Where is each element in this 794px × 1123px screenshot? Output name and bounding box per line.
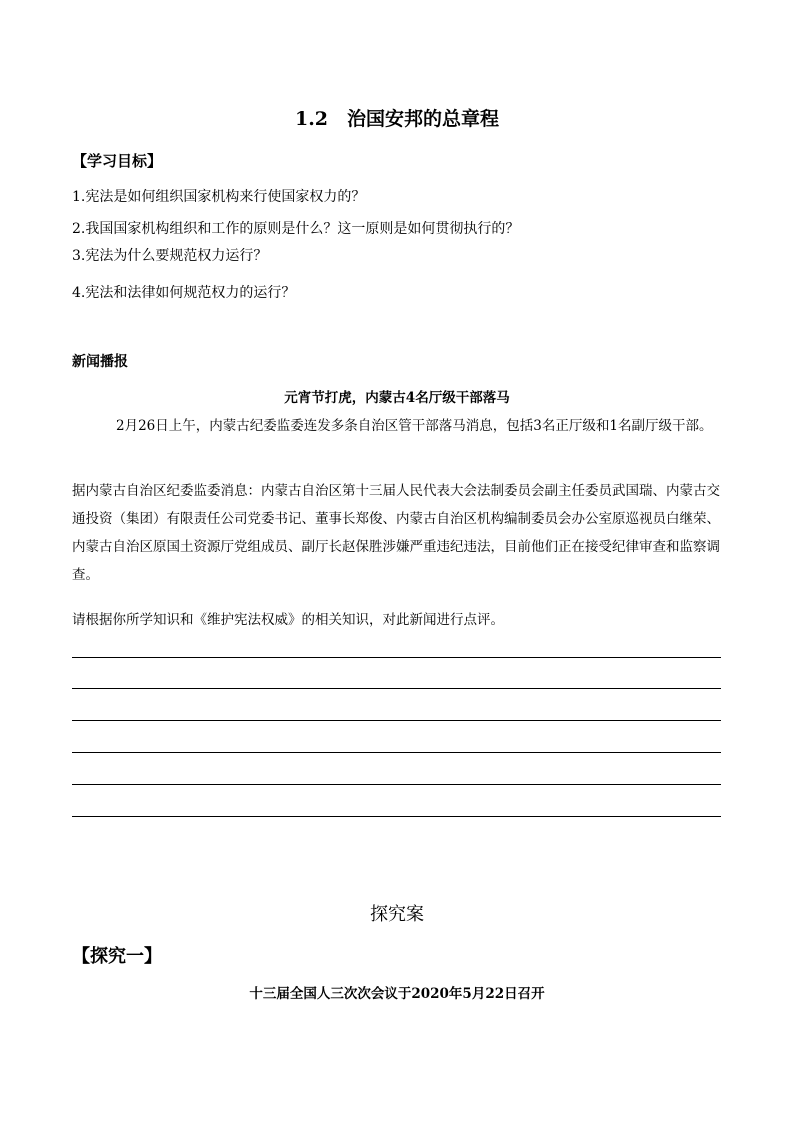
objective-item-3: 3.宪法为什么要规范权力运行？: [72, 248, 268, 264]
page-title: 1.2 治国安邦的总章程: [294, 108, 500, 130]
answer-line[interactable]: [72, 752, 721, 753]
explore-header: 【探究一】: [72, 946, 162, 967]
answer-line[interactable]: [72, 720, 721, 721]
news-paragraph-2: 据内蒙古自治区纪委监委消息：内蒙古自治区第十三届人民代表大会法制委员会副主任委员武国瑞、内蒙古交通投资（集团）有限责任公司党委书记、董事长郑俊、内蒙古自治区机构编制委员会办公室原巡视员白继荣、内蒙古自治区原国土资源厅党组成员、副厅长赵保胜涉嫌严重违纪违法，目前他们正在接受纪律审查和监察调查。: [72, 483, 720, 583]
explore-subtitle: 十三届全国人三次次会议于2020年5月22日召开: [249, 986, 545, 1002]
objectives-header: 【学习目标】: [72, 152, 163, 170]
explore-title: 探究案: [370, 904, 424, 925]
news-header: 新闻播报: [72, 354, 128, 370]
answer-line[interactable]: [72, 784, 721, 785]
news-paragraph-1: 2月26日上午，内蒙古纪委监委连发多条自治区管干部落马消息，包括3名正厅级和1名副厅级干部。: [116, 418, 713, 434]
answer-line[interactable]: [72, 657, 721, 658]
objective-item-4: 4.宪法和法律如何规范权力的运行？: [72, 285, 296, 301]
objective-item-2: 2.我国国家机构组织和工作的原则是什么？这一原则是如何贯彻执行的？: [72, 221, 520, 237]
news-title: 元宵节打虎，内蒙古4名厅级干部落马: [284, 390, 510, 406]
objective-item-1: 1.宪法是如何组织国家机构来行使国家权力的？: [72, 189, 366, 205]
commentary-prompt: 请根据你所学知识和《维护宪法权威》的相关知识，对此新闻进行点评。: [72, 612, 504, 628]
answer-line[interactable]: [72, 816, 721, 817]
answer-line[interactable]: [72, 688, 721, 689]
